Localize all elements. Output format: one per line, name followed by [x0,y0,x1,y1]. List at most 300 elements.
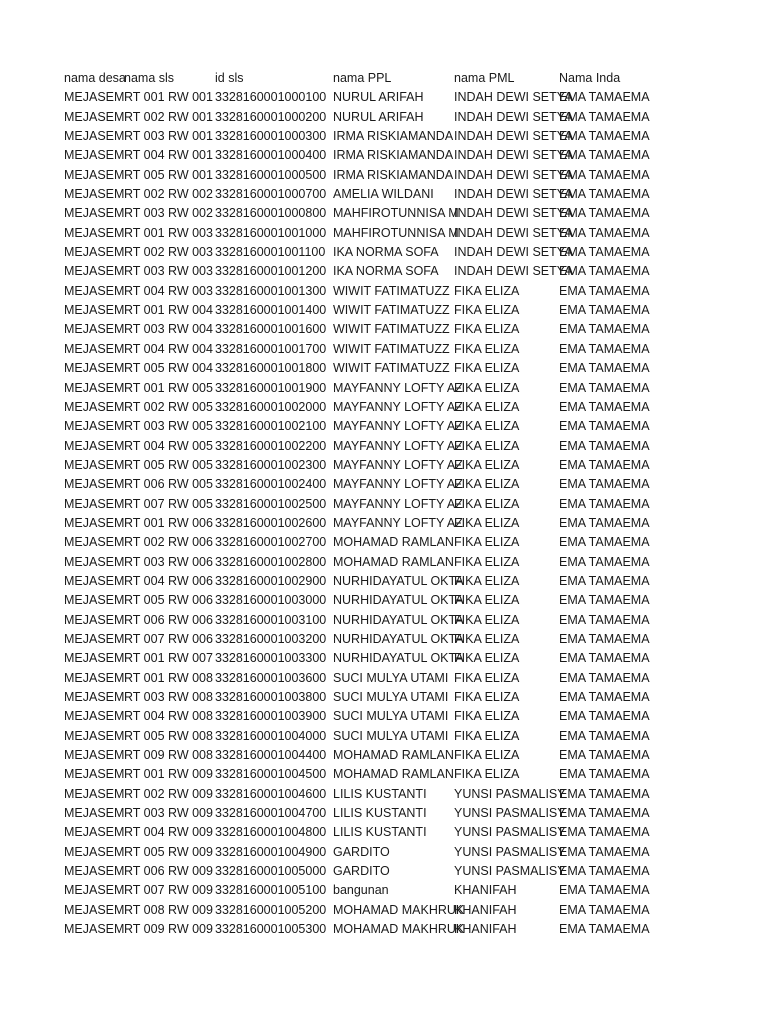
cell-nama-inda[interactable]: EMA TAMAEMA [559,883,650,898]
cell-nama-sls[interactable]: RT 004 RW 009 [124,825,213,840]
cell-id-sls[interactable]: 3328160001003100 [215,612,327,627]
cell-nama-sls[interactable]: RT 004 RW 003 [124,283,213,298]
header-nama-sls[interactable]: nama sls [124,71,175,85]
cell-nama-inda[interactable]: EMA TAMAEMA [559,612,650,627]
cell-id-sls[interactable]: 3328160001003200 [215,631,327,646]
cell-nama-ppl[interactable]: SUCI MULYA UTAMI [333,709,449,724]
cell-nama-sls[interactable]: RT 002 RW 005 [124,399,213,414]
cell-id-sls[interactable]: 3328160001001100 [215,245,326,260]
cell-nama-desa[interactable]: MEJASEM [64,670,125,685]
cell-nama-desa[interactable]: MEJASEM [64,419,125,434]
cell-nama-inda[interactable]: EMA TAMAEMA [559,825,650,840]
cell-nama-pml[interactable]: FIKA ELIZA [454,341,520,356]
cell-nama-inda[interactable]: EMA TAMAEMA [559,477,650,492]
cell-nama-sls[interactable]: RT 002 RW 001 [124,109,213,124]
header-nama-inda[interactable]: Nama Inda [559,71,621,85]
cell-id-sls[interactable]: 3328160001001700 [215,341,327,356]
table-row [64,669,764,688]
table-row [64,572,764,591]
cell-id-sls[interactable]: 3328160001001900 [215,380,327,395]
table-row [64,127,764,146]
cell-nama-sls[interactable]: RT 002 RW 006 [124,535,213,550]
cell-nama-ppl[interactable]: LILIS KUSTANTI [333,786,427,801]
cell-id-sls[interactable]: 3328160001004500 [215,767,327,782]
table-row [64,920,764,939]
cell-nama-ppl[interactable]: IRMA RISKIAMANDA [333,148,454,163]
cell-nama-desa[interactable]: MEJASEM [64,825,125,840]
cell-nama-inda[interactable]: EMA TAMAEMA [559,167,650,182]
cell-nama-ppl[interactable]: NURHIDAYATUL OKTA [333,573,464,588]
cell-id-sls[interactable]: 3328160001001200 [215,264,327,279]
cell-nama-pml[interactable]: KHANIFAH [454,883,517,898]
table-row [64,707,764,726]
cell-nama-desa[interactable]: MEJASEM [64,612,125,627]
cell-id-sls[interactable]: 3328160001004800 [215,825,327,840]
table-row [64,185,764,204]
cell-nama-desa[interactable]: MEJASEM [64,477,125,492]
cell-id-sls[interactable]: 3328160001004400 [215,748,327,763]
cell-nama-inda[interactable]: EMA TAMAEMA [559,515,650,530]
cell-nama-pml[interactable]: YUNSI PASMALISY [454,786,566,801]
cell-nama-desa[interactable]: MEJASEM [64,380,125,395]
table-row [64,262,764,281]
cell-nama-desa[interactable]: MEJASEM [64,728,125,743]
cell-nama-ppl[interactable]: MAHFIROTUNNISA M [333,225,459,240]
cell-id-sls[interactable]: 3328160001003300 [215,651,327,666]
cell-nama-pml[interactable]: FIKA ELIZA [454,515,520,530]
cell-nama-pml[interactable]: INDAH DEWI SETYA [454,148,573,163]
cell-id-sls[interactable]: 3328160001002700 [215,535,327,550]
cell-nama-desa[interactable]: MEJASEM [64,90,125,105]
cell-nama-sls[interactable]: RT 004 RW 005 [124,438,213,453]
cell-nama-sls[interactable]: RT 004 RW 004 [124,341,213,356]
cell-nama-inda[interactable]: EMA TAMAEMA [559,129,650,144]
cell-nama-sls[interactable]: RT 005 RW 008 [124,728,213,743]
cell-id-sls[interactable]: 3328160001000500 [215,167,327,182]
table-row [64,804,764,823]
cell-nama-inda[interactable]: EMA TAMAEMA [559,496,650,511]
cell-nama-inda[interactable]: EMA TAMAEMA [559,457,650,472]
cell-id-sls[interactable]: 3328160001002900 [215,573,327,588]
spreadsheet [64,69,764,939]
cell-nama-inda[interactable]: EMA TAMAEMA [559,709,650,724]
cell-nama-inda[interactable]: EMA TAMAEMA [559,573,650,588]
cell-nama-inda[interactable]: EMA TAMAEMA [559,225,650,240]
cell-nama-pml[interactable]: FIKA ELIZA [454,748,520,763]
table-row [64,881,764,900]
cell-nama-sls[interactable]: RT 005 RW 004 [124,361,213,376]
cell-nama-desa[interactable]: MEJASEM [64,651,125,666]
cell-nama-sls[interactable]: RT 003 RW 006 [124,554,213,569]
cell-nama-desa[interactable]: MEJASEM [64,148,125,163]
cell-nama-pml[interactable]: FIKA ELIZA [454,767,520,782]
cell-nama-sls[interactable]: RT 007 RW 005 [124,496,213,511]
cell-nama-ppl[interactable]: MOHAMAD RAMLAN [333,554,454,569]
cell-nama-inda[interactable]: EMA TAMAEMA [559,593,650,608]
cell-nama-inda[interactable]: EMA TAMAEMA [559,380,650,395]
cell-nama-pml[interactable]: INDAH DEWI SETYA [454,264,573,279]
cell-nama-desa[interactable]: MEJASEM [64,361,125,376]
cell-nama-sls[interactable]: RT 003 RW 009 [124,806,213,821]
cell-nama-sls[interactable]: RT 001 RW 003 [124,225,213,240]
cell-nama-ppl[interactable]: NURUL ARIFAH [333,109,424,124]
cell-nama-sls[interactable]: RT 005 RW 006 [124,593,213,608]
cell-nama-desa[interactable]: MEJASEM [64,457,125,472]
cell-id-sls[interactable]: 3328160001000100 [215,90,327,105]
cell-nama-pml[interactable]: FIKA ELIZA [454,283,520,298]
cell-nama-desa[interactable]: MEJASEM [64,631,125,646]
table-row [64,417,764,436]
cell-id-sls[interactable]: 3328160001003600 [215,670,327,685]
cell-id-sls[interactable]: 3328160001004700 [215,806,327,821]
cell-nama-ppl[interactable]: MOHAMAD RAMLAN [333,535,454,550]
cell-nama-ppl[interactable]: IKA NORMA SOFA [333,264,439,279]
cell-nama-inda[interactable]: EMA TAMAEMA [559,438,650,453]
cell-nama-inda[interactable]: EMA TAMAEMA [559,728,650,743]
cell-nama-sls[interactable]: RT 009 RW 008 [124,748,213,763]
cell-nama-pml[interactable]: KHANIFAH [454,922,517,937]
cell-nama-ppl[interactable]: WIWIT FATIMATUZZ [333,283,450,298]
table-row [64,688,764,707]
cell-id-sls[interactable]: 3328160001003800 [215,690,327,704]
cell-id-sls[interactable]: 3328160001002500 [215,496,327,511]
cell-nama-desa[interactable]: MEJASEM [64,786,125,801]
cell-nama-sls[interactable]: RT 005 RW 009 [124,844,213,859]
cell-nama-sls[interactable]: RT 006 RW 005 [124,477,213,492]
cell-nama-desa[interactable]: MEJASEM [64,129,125,144]
cell-nama-ppl[interactable]: MOHAMAD MAKHRUK [333,922,465,937]
cell-nama-desa[interactable]: MEJASEM [64,922,125,937]
cell-id-sls[interactable]: 3328160001000300 [215,129,327,144]
table-row [64,398,764,417]
header-nama-pml[interactable]: nama PML [454,71,515,85]
table-row [64,533,764,552]
cell-nama-desa[interactable]: MEJASEM [64,844,125,859]
cell-id-sls[interactable]: 3328160001000400 [215,148,327,163]
cell-nama-pml[interactable]: YUNSI PASMALISY [454,825,566,840]
cell-nama-desa[interactable]: MEJASEM [64,496,125,511]
cell-nama-sls[interactable]: RT 009 RW 009 [124,922,213,937]
cell-nama-pml[interactable]: FIKA ELIZA [454,651,520,666]
cell-nama-ppl[interactable]: MAYFANNY LOFTY AZ [333,419,463,434]
cell-id-sls[interactable]: 3328160001003000 [215,593,327,608]
cell-nama-pml[interactable]: INDAH DEWI SETYA [454,225,573,240]
cell-nama-desa[interactable]: MEJASEM [64,438,125,453]
cell-nama-inda[interactable]: EMA TAMAEMA [559,264,650,279]
cell-nama-ppl[interactable]: NURHIDAYATUL OKTA [333,612,464,627]
table-row [64,146,764,165]
cell-nama-desa[interactable]: MEJASEM [64,303,125,318]
cell-nama-pml[interactable]: KHANIFAH [454,902,517,917]
table-row [64,379,764,398]
table-row [64,456,764,475]
cell-nama-ppl[interactable]: WIWIT FATIMATUZZ [333,322,450,337]
cell-nama-desa[interactable]: MEJASEM [64,767,125,782]
cell-nama-desa[interactable]: MEJASEM [64,573,125,588]
table-row [64,166,764,185]
cell-nama-inda[interactable]: EMA TAMAEMA [559,535,650,550]
cell-nama-desa[interactable]: MEJASEM [64,109,125,124]
cell-nama-ppl[interactable]: SUCI MULYA UTAMI [333,728,449,743]
cell-id-sls[interactable]: 3328160001005200 [215,902,327,917]
cell-nama-inda[interactable]: EMA TAMAEMA [559,651,650,666]
cell-id-sls[interactable]: 3328160001002000 [215,399,327,414]
cell-nama-ppl[interactable]: LILIS KUSTANTI [333,806,427,821]
table-row [64,224,764,243]
cell-nama-sls[interactable]: RT 003 RW 001 [124,129,213,144]
cell-nama-desa[interactable]: MEJASEM [64,593,125,608]
cell-nama-desa[interactable]: MEJASEM [64,399,125,414]
table-row [64,282,764,301]
cell-nama-pml[interactable]: FIKA ELIZA [454,709,520,724]
cell-nama-inda[interactable]: EMA TAMAEMA [559,554,650,569]
cell-nama-sls[interactable]: RT 005 RW 001 [124,167,213,182]
cell-nama-desa[interactable]: MEJASEM [64,225,125,240]
cell-nama-sls[interactable]: RT 001 RW 008 [124,670,213,685]
cell-nama-ppl[interactable]: IKA NORMA SOFA [333,245,439,260]
cell-id-sls[interactable]: 3328160001001300 [215,283,327,298]
cell-nama-sls[interactable]: RT 004 RW 001 [124,148,213,163]
cell-nama-desa[interactable]: MEJASEM [64,806,125,821]
cell-nama-sls[interactable]: RT 007 RW 006 [124,631,213,646]
cell-nama-ppl[interactable]: WIWIT FATIMATUZZ [333,361,450,376]
cell-nama-sls[interactable]: RT 003 RW 002 [124,206,213,221]
cell-id-sls[interactable]: 3328160001002400 [215,477,327,492]
cell-nama-pml[interactable]: YUNSI PASMALISY [454,864,566,879]
cell-nama-desa[interactable]: MEJASEM [64,187,125,202]
cell-nama-inda[interactable]: EMA TAMAEMA [559,206,650,221]
table-row [64,630,764,649]
table-row [64,514,764,533]
cell-nama-pml[interactable]: INDAH DEWI SETYA [454,109,573,124]
cell-nama-desa[interactable]: MEJASEM [64,748,125,763]
cell-id-sls[interactable]: 3328160001001600 [215,322,327,337]
cell-id-sls[interactable]: 3328160001002300 [215,457,327,472]
cell-nama-sls[interactable]: RT 001 RW 006 [124,515,213,530]
cell-nama-ppl[interactable]: NURUL ARIFAH [333,90,424,105]
cell-nama-ppl[interactable]: SUCI MULYA UTAMI [333,670,449,685]
table-row [64,843,764,862]
cell-nama-ppl[interactable]: WIWIT FATIMATUZZ [333,341,450,356]
cell-nama-sls[interactable]: RT 003 RW 008 [124,690,213,704]
cell-nama-desa[interactable]: MEJASEM [64,206,125,221]
cell-id-sls[interactable]: 3328160001005000 [215,864,327,879]
table-row [64,746,764,765]
cell-nama-pml[interactable]: INDAH DEWI SETYA [454,245,573,260]
cell-id-sls[interactable]: 3328160001002800 [215,554,327,569]
cell-nama-ppl[interactable]: MAHFIROTUNNISA M [333,206,459,221]
cell-nama-pml[interactable]: FIKA ELIZA [454,535,520,550]
cell-id-sls[interactable]: 3328160001001800 [215,361,327,376]
cell-nama-ppl[interactable]: MOHAMAD RAMLAN [333,767,454,782]
cell-nama-inda[interactable]: EMA TAMAEMA [559,631,650,646]
cell-nama-ppl[interactable]: LILIS KUSTANTI [333,825,427,840]
cell-nama-ppl[interactable]: IRMA RISKIAMANDA [333,167,454,182]
cell-nama-ppl[interactable]: IRMA RISKIAMANDA [333,129,454,144]
cell-nama-sls[interactable]: RT 008 RW 009 [124,902,213,917]
cell-nama-pml[interactable]: FIKA ELIZA [454,419,520,434]
cell-nama-ppl[interactable]: NURHIDAYATUL OKTA [333,631,464,646]
cell-id-sls[interactable]: 3328160001004000 [215,728,327,743]
cell-nama-ppl[interactable]: MOHAMAD RAMLAN [333,748,454,763]
cell-nama-pml[interactable]: INDAH DEWI SETYA [454,206,573,221]
cell-nama-inda[interactable]: EMA TAMAEMA [559,322,650,337]
cell-nama-pml[interactable]: FIKA ELIZA [454,477,520,492]
cell-nama-ppl[interactable]: GARDITO [333,864,390,879]
cell-nama-desa[interactable]: MEJASEM [64,535,125,550]
cell-nama-ppl[interactable]: GARDITO [333,844,390,859]
cell-nama-desa[interactable]: MEJASEM [64,167,125,182]
cell-nama-ppl[interactable]: MAYFANNY LOFTY AZ [333,380,463,395]
cell-nama-pml[interactable]: INDAH DEWI SETYA [454,187,573,202]
cell-nama-ppl[interactable]: MAYFANNY LOFTY AZ [333,399,463,414]
cell-id-sls[interactable]: 3328160001000200 [215,109,327,124]
cell-nama-inda[interactable]: EMA TAMAEMA [559,922,650,937]
header-id-sls[interactable]: id sls [215,71,244,85]
cell-nama-inda[interactable]: EMA TAMAEMA [559,109,650,124]
cell-nama-sls[interactable]: RT 001 RW 004 [124,303,213,318]
cell-nama-pml[interactable]: FIKA ELIZA [454,496,520,511]
cell-nama-pml[interactable]: FIKA ELIZA [454,399,520,414]
cell-id-sls[interactable]: 3328160001002600 [215,515,327,530]
cell-id-sls[interactable]: 3328160001001000 [215,225,327,240]
cell-nama-desa[interactable]: MEJASEM [64,283,125,298]
cell-nama-inda[interactable]: EMA TAMAEMA [559,399,650,414]
table-row [64,649,764,668]
header-nama-ppl[interactable]: nama PPL [333,71,392,85]
cell-nama-sls[interactable]: RT 005 RW 005 [124,457,213,472]
cell-nama-ppl[interactable]: NURHIDAYATUL OKTA [333,651,464,666]
cell-nama-sls[interactable]: RT 001 RW 007 [124,651,213,666]
cell-nama-sls[interactable]: RT 006 RW 009 [124,864,213,879]
cell-nama-sls[interactable]: RT 001 RW 005 [124,380,213,395]
cell-nama-ppl[interactable]: MAYFANNY LOFTY AZ [333,496,463,511]
cell-nama-sls[interactable]: RT 004 RW 008 [124,709,213,724]
cell-nama-sls[interactable]: RT 002 RW 002 [124,187,213,202]
cell-nama-ppl[interactable]: SUCI MULYA UTAMI [333,690,449,704]
cell-nama-ppl[interactable]: MAYFANNY LOFTY AZ [333,477,463,492]
cell-nama-inda[interactable]: EMA TAMAEMA [559,690,650,704]
table-row [64,301,764,320]
table-body [64,88,764,939]
cell-id-sls[interactable]: 3328160001000700 [215,187,327,202]
cell-nama-sls[interactable]: RT 003 RW 004 [124,322,213,337]
cell-nama-inda[interactable]: EMA TAMAEMA [559,902,650,917]
cell-nama-pml[interactable]: FIKA ELIZA [454,612,520,627]
cell-id-sls[interactable]: 3328160001005100 [215,883,327,898]
cell-nama-inda[interactable]: EMA TAMAEMA [559,786,650,801]
cell-nama-pml[interactable]: FIKA ELIZA [454,573,520,588]
cell-nama-pml[interactable]: INDAH DEWI SETYA [454,167,573,182]
cell-nama-pml[interactable]: FIKA ELIZA [454,457,520,472]
cell-nama-pml[interactable]: FIKA ELIZA [454,593,520,608]
cell-nama-inda[interactable]: EMA TAMAEMA [559,148,650,163]
cell-nama-inda[interactable]: EMA TAMAEMA [559,864,650,879]
cell-nama-pml[interactable]: FIKA ELIZA [454,690,520,704]
cell-id-sls[interactable]: 3328160001003900 [215,709,327,724]
cell-nama-inda[interactable]: EMA TAMAEMA [559,361,650,376]
cell-nama-desa[interactable]: MEJASEM [64,245,125,260]
cell-nama-sls[interactable]: RT 003 RW 003 [124,264,213,279]
cell-nama-pml[interactable]: FIKA ELIZA [454,554,520,569]
cell-nama-inda[interactable]: EMA TAMAEMA [559,806,650,821]
cell-nama-sls[interactable]: RT 004 RW 006 [124,573,213,588]
cell-nama-ppl[interactable]: WIWIT FATIMATUZZ [333,303,450,318]
cell-nama-inda[interactable]: EMA TAMAEMA [559,767,650,782]
cell-nama-inda[interactable]: EMA TAMAEMA [559,419,650,434]
cell-nama-inda[interactable]: EMA TAMAEMA [559,670,650,685]
cell-nama-ppl[interactable]: NURHIDAYATUL OKTA [333,593,464,608]
cell-nama-inda[interactable]: EMA TAMAEMA [559,844,650,859]
header-row [64,69,764,88]
cell-nama-ppl[interactable]: MAYFANNY LOFTY AZ [333,457,463,472]
cell-nama-desa[interactable]: MEJASEM [64,341,125,356]
cell-nama-sls[interactable]: RT 007 RW 009 [124,883,213,898]
cell-nama-pml[interactable]: FIKA ELIZA [454,303,520,318]
cell-nama-pml[interactable]: INDAH DEWI SETYA [454,90,573,105]
cell-nama-inda[interactable]: EMA TAMAEMA [559,245,650,260]
cell-id-sls[interactable]: 3328160001002200 [215,438,327,453]
cell-id-sls[interactable]: 3328160001002100 [215,419,327,434]
cell-nama-desa[interactable]: MEJASEM [64,554,125,569]
cell-nama-pml[interactable]: YUNSI PASMALISY [454,806,566,821]
header-nama-desa[interactable]: nama desa [64,71,126,85]
cell-nama-pml[interactable]: INDAH DEWI SETYA [454,129,573,144]
cell-nama-desa[interactable]: MEJASEM [64,864,125,879]
cell-nama-desa[interactable]: MEJASEM [64,883,125,898]
cell-nama-sls[interactable]: RT 002 RW 009 [124,786,213,801]
cell-nama-inda[interactable]: EMA TAMAEMA [559,90,650,105]
cell-nama-sls[interactable]: RT 006 RW 006 [124,612,213,627]
cell-nama-pml[interactable]: FIKA ELIZA [454,361,520,376]
cell-nama-ppl[interactable]: MAYFANNY LOFTY AZ [333,515,463,530]
cell-nama-desa[interactable]: MEJASEM [64,515,125,530]
cell-nama-desa[interactable]: MEJASEM [64,264,125,279]
cell-id-sls[interactable]: 3328160001004600 [215,786,327,801]
cell-nama-sls[interactable]: RT 003 RW 005 [124,419,213,434]
cell-nama-desa[interactable]: MEJASEM [64,322,125,337]
cell-nama-sls[interactable]: RT 001 RW 001 [124,90,213,105]
cell-nama-ppl[interactable]: MAYFANNY LOFTY AZ [333,438,463,453]
cell-nama-sls[interactable]: RT 002 RW 003 [124,245,213,260]
cell-nama-inda[interactable]: EMA TAMAEMA [559,341,650,356]
cell-id-sls[interactable]: 3328160001001400 [215,303,327,318]
cell-nama-pml[interactable]: FIKA ELIZA [454,438,520,453]
cell-id-sls[interactable]: 3328160001004900 [215,844,327,859]
cell-nama-ppl[interactable]: AMELIA WILDANI [333,187,434,202]
cell-nama-inda[interactable]: EMA TAMAEMA [559,187,650,202]
cell-nama-desa[interactable]: MEJASEM [64,709,125,724]
table-row [64,823,764,842]
cell-nama-inda[interactable]: EMA TAMAEMA [559,283,650,298]
table-row [64,727,764,746]
cell-nama-pml[interactable]: FIKA ELIZA [454,728,520,743]
cell-nama-ppl[interactable]: MOHAMAD MAKHRUK [333,902,465,917]
cell-nama-pml[interactable]: FIKA ELIZA [454,670,520,685]
cell-nama-inda[interactable]: EMA TAMAEMA [559,303,650,318]
cell-nama-pml[interactable]: FIKA ELIZA [454,380,520,395]
cell-nama-inda[interactable]: EMA TAMAEMA [559,748,650,763]
cell-id-sls[interactable]: 3328160001005300 [215,922,327,937]
cell-nama-pml[interactable]: FIKA ELIZA [454,631,520,646]
cell-nama-pml[interactable]: YUNSI PASMALISY [454,844,566,859]
cell-nama-sls[interactable]: RT 001 RW 009 [124,767,213,782]
cell-id-sls[interactable]: 3328160001000800 [215,206,327,221]
cell-nama-desa[interactable]: MEJASEM [64,902,125,917]
cell-nama-desa[interactable]: MEJASEM [64,690,125,704]
cell-nama-ppl[interactable]: bangunan [333,883,389,898]
cell-nama-pml[interactable]: FIKA ELIZA [454,322,520,337]
